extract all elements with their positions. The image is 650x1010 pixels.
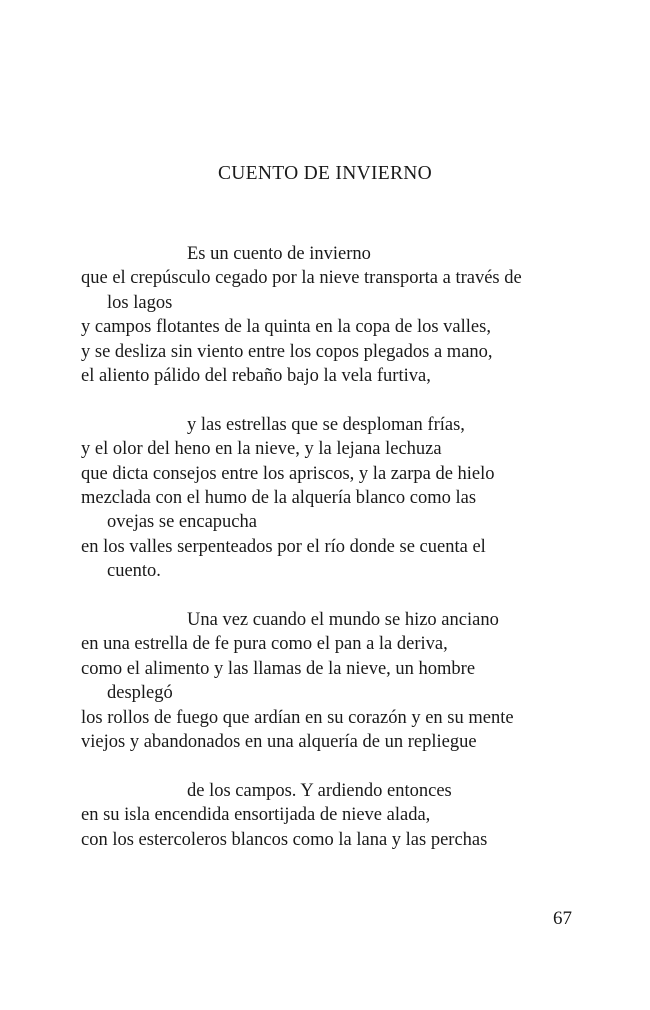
poem-line: que dicta consejos entre los apriscos, y la zarpa de hielo — [81, 463, 495, 484]
poem-line: Una vez cuando el mundo se hizo anciano — [187, 610, 499, 631]
poem-line: en una estrella de fe pura como el pan a la deriva, — [81, 634, 448, 655]
poem-line-continuation: ovejas se encapucha — [107, 512, 257, 533]
poem-line-continuation: los lagos — [107, 292, 173, 313]
poem-line: viejos y abandonados en una alquería de un repliegue — [81, 732, 477, 753]
poem-body — [81, 242, 601, 852]
poem-line: que el crepúsculo cegado por la nieve transporta a través de — [81, 268, 522, 289]
poem-line: y campos flotantes de la quinta en la copa de los valles, — [81, 317, 491, 338]
poem-line: y las estrellas que se desploman frías, — [187, 414, 465, 435]
poem-line: y el olor del heno en la nieve, y la lejana lechuza — [81, 439, 442, 460]
stanza-4 — [81, 779, 601, 852]
stanza-3 — [81, 608, 601, 754]
poem-line: Es un cuento de invierno — [187, 244, 371, 264]
poem-title: CUENTO DE INVIERNO — [217, 163, 433, 184]
poem-line: como el alimento y las llamas de la nieve, un hombre — [81, 658, 476, 679]
poem-line: mezclada con el humo de la alquería blanco como las — [81, 488, 477, 509]
poem-line: con los estercoleros blancos como la lana y las perchas — [81, 829, 488, 850]
poem-line: el aliento pálido del rebaño bajo la vela furtiva, — [81, 366, 431, 387]
stanza-2 — [81, 413, 601, 584]
poem-line: los rollos de fuego que ardían en su corazón y en su mente — [81, 707, 514, 728]
stanza-1 — [81, 242, 601, 388]
poem-line: en los valles serpenteados por el río donde se cuenta el — [81, 536, 486, 557]
page-number: 67 — [553, 908, 572, 929]
poem-line: y se desliza sin viento entre los copos plegados a mano, — [81, 341, 493, 362]
poem-line: en su isla encendida ensortijada de nieve alada, — [81, 805, 431, 826]
poem-line-continuation: desplegó — [107, 683, 173, 704]
poem-line: de los campos. Y ardiendo entonces — [187, 780, 452, 801]
poem-line-continuation: cuento. — [107, 561, 161, 582]
